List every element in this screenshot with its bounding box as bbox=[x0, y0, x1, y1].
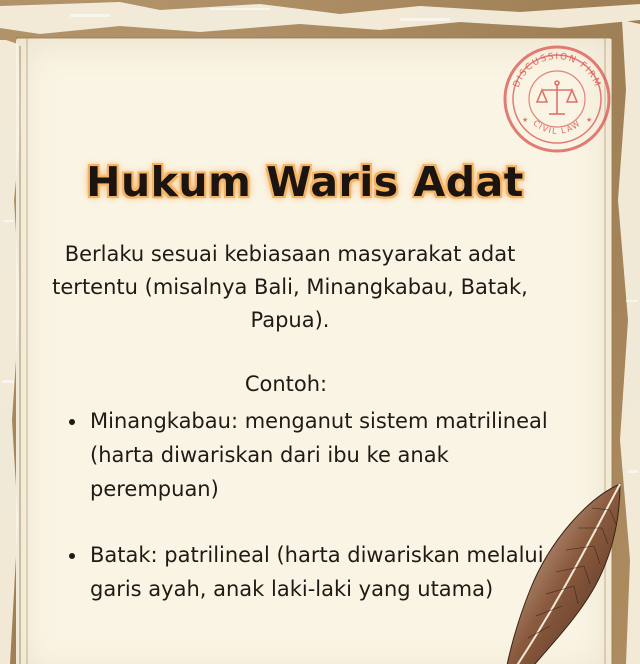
list-item: • Batak: patrilineal (harta diwariskan melalui garis ayah, anak laki-laki yang utama) bbox=[88, 538, 548, 606]
svg-text:★: ★ bbox=[522, 116, 529, 124]
list-item: • Minangkabau: menganut sistem matrilineal (harta diwariskan dari ibu ke anak perempuan) bbox=[88, 404, 548, 506]
stamp-top-text: DISCUSSION FIRM bbox=[511, 51, 603, 90]
scales-of-justice-icon bbox=[537, 81, 577, 114]
stamp-bottom-text: CIVIL LAW bbox=[531, 118, 583, 136]
svg-text:★: ★ bbox=[586, 116, 593, 124]
intro-paragraph: Berlaku sesuai kebiasaan masyarakat adat tertentu (misalnya Bali, Minangkabau, Batak, Papua). bbox=[52, 242, 528, 332]
page-title: Hukum Waris Adat bbox=[86, 158, 524, 206]
examples-heading: Contoh: bbox=[244, 372, 328, 396]
svg-text:CIVIL LAW bbox=[531, 118, 582, 136]
civil-law-stamp bbox=[500, 42, 614, 156]
feather-icon bbox=[470, 480, 640, 664]
